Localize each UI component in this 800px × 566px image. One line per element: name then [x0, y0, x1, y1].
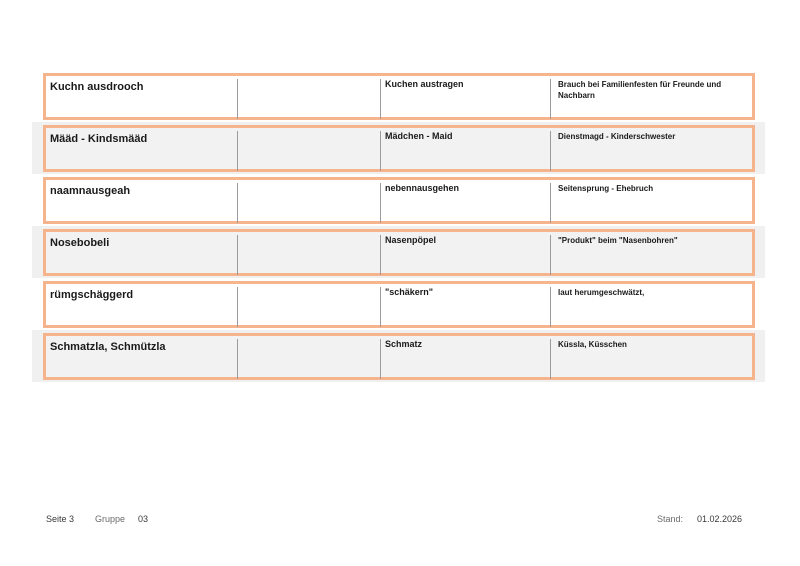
table-row [32, 174, 765, 226]
standard-german-word: Kuchen austragen [385, 79, 464, 89]
group-number: 03 [138, 514, 149, 524]
column-divider [380, 287, 381, 327]
column-divider [550, 339, 551, 379]
row-box [43, 73, 755, 120]
row-box [43, 177, 755, 224]
meaning-text: Seitensprung - Ehebruch [558, 184, 654, 193]
meaning-text: Küssla, Küsschen [558, 340, 627, 349]
dialect-word: rümgschäggerd [50, 289, 134, 301]
dialect-word: naamnausgeah [50, 185, 131, 197]
table-row [32, 122, 765, 174]
meaning-text: laut herumgeschwätzt, [558, 288, 645, 297]
standard-german-word: nebennausgehen [385, 183, 460, 193]
dialect-word: Schmatzla, Schmützla [50, 341, 166, 353]
standard-german-word: Schmatz [385, 339, 423, 349]
standard-german-word: Mädchen - Maid [385, 131, 453, 141]
column-divider [550, 183, 551, 223]
page-number: Seite 3 [46, 514, 75, 524]
row-box [43, 125, 755, 172]
dialect-word: Nosebobeli [50, 237, 110, 249]
table-row [32, 330, 765, 382]
row-box [43, 281, 755, 328]
standard-german-word: Nasenpöpel [385, 235, 437, 245]
stand-label: Stand: [657, 514, 684, 524]
dialect-word: Kuchn ausdrooch [50, 81, 144, 93]
column-divider [550, 287, 551, 327]
column-divider [550, 79, 551, 119]
column-divider [380, 339, 381, 379]
column-divider [550, 235, 551, 275]
stand-date: 01.02.2026 [697, 514, 743, 524]
column-divider [237, 339, 238, 379]
column-divider [550, 131, 551, 171]
column-divider [237, 235, 238, 275]
column-divider [237, 79, 238, 119]
meaning-text: "Produkt" beim "Nasenbohren" [558, 236, 678, 245]
table-row [32, 226, 765, 278]
meaning-text: Dienstmagd - Kinderschwester [558, 132, 676, 141]
column-divider [380, 79, 381, 119]
group-label: Gruppe [95, 514, 126, 524]
column-divider [380, 235, 381, 275]
column-divider [237, 287, 238, 327]
row-box [43, 333, 755, 380]
row-box [43, 229, 755, 276]
standard-german-word: "schäkern" [385, 287, 434, 297]
column-divider [237, 131, 238, 171]
table-row [32, 70, 765, 122]
column-divider [380, 183, 381, 223]
column-divider [237, 183, 238, 223]
vocabulary-table [32, 70, 765, 382]
dialect-word: Määd - Kindsmääd [50, 133, 148, 145]
table-row [32, 278, 765, 330]
column-divider [380, 131, 381, 171]
meaning-text: Brauch bei Familienfesten für Freunde und Nachbarn [558, 80, 722, 100]
